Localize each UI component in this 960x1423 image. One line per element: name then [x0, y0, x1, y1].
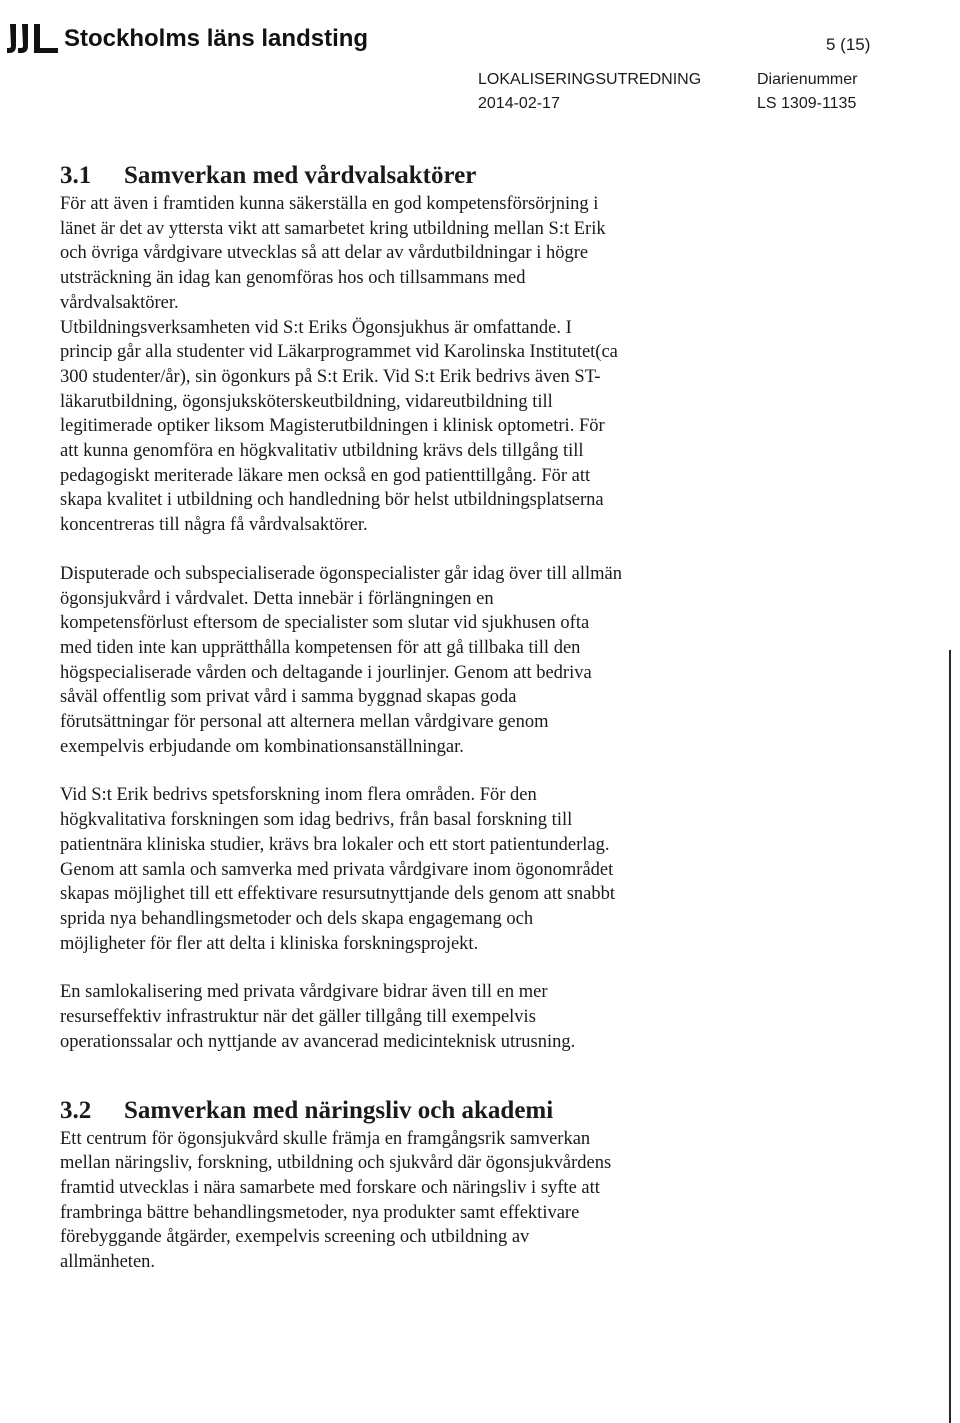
section-number: 3.1 [60, 162, 92, 189]
text-line: allmänheten. [60, 1252, 156, 1273]
text-line: skapa kvalitet i utbildning och handledning bör helst utbildningsplatserna [60, 490, 604, 511]
text-line: Vid S:t Erik bedrivs spetsforskning inom flera områden. För den [60, 785, 537, 806]
text-line: ögonsjukvård i vårdvalet. Detta innebär i förlängningen en [60, 588, 494, 609]
section-heading [60, 1095, 780, 1127]
text-line: resurseffektiv infrastruktur när det gäller tillgång till exempelvis [60, 1007, 536, 1028]
org-name: Stockholms läns landsting [64, 25, 369, 52]
page-number: 5 (15) [826, 35, 871, 54]
doc-type: LOKALISERINGSUTREDNING [478, 71, 702, 88]
section-number: 3.2 [60, 1096, 92, 1124]
text-line: länet är det av yttersta vikt att samarbetet kring utbildning mellan S:t Erik [60, 218, 606, 239]
text-line: För att även i framtiden kunna säkerställa en god kompetensförsörjning i [60, 194, 599, 214]
text-line: med tiden inte kan upprätthålla kompetensen för att gå tillbaka till den [60, 637, 581, 658]
text-line: Disputerade och subspecialiserade ögonspecialister går idag över till allmän [60, 563, 623, 584]
document-body [60, 160, 780, 1275]
text-line: operationssalar och nyttjande av avancerad medicinteknisk utrusning. [60, 1031, 576, 1052]
paragraph [60, 562, 780, 760]
text-line: såväl offentlig som privat vård i samma byggnad skapas goda [60, 687, 517, 708]
diary-label: Diarienummer [757, 71, 858, 88]
paragraph [60, 783, 780, 956]
text-line: vårdvalsaktörer. [60, 292, 179, 313]
paragraph [60, 192, 780, 538]
text-line: princip går alla studenter vid Läkarprogrammet vid Karolinska Institutet(ca [60, 342, 618, 363]
text-line: pedagogiskt meriterade läkare men också en god patienttillgång. För att [60, 465, 591, 486]
text-line: och övriga vårdgivare utvecklas så att delar av vårdutbildningar i högre [60, 243, 589, 264]
text-line: koncentreras till några få vårdvalsaktörer. [60, 515, 368, 536]
text-line: förebyggande åtgärder, exempelvis screening och utbildning av [60, 1227, 530, 1248]
text-line: förutsättningar för personal att alternera mellan vårdgivare genom [60, 712, 549, 733]
text-line: möjligheter för fler att delta i kliniska forskningsprojekt. [60, 933, 479, 954]
doc-meta-right [757, 68, 857, 116]
doc-date: 2014-02-17 [478, 95, 560, 112]
text-line: att kunna genomföra en högkvalitativ utbildning krävs dels tillgång till [60, 441, 584, 462]
text-line: mellan näringsliv, forskning, utbildning och sjukvård där ögonsjukvårdens [60, 1153, 612, 1174]
doc-meta-left [478, 68, 701, 116]
section-title: Samverkan med vårdvalsaktörer [124, 162, 477, 189]
text-line: utsträckning än idag kan genomföras hos och tillsammans med [60, 268, 526, 289]
text-line: exempelvis erbjudande om kombinationsanställningar. [60, 736, 464, 757]
text-line: kompetensförlust eftersom de specialister som slutar vid sjukhusen ofta [60, 613, 590, 634]
text-line: patientnära kliniska studier, krävs bra lokaler och ett stort patientunderlag. [60, 834, 610, 855]
sll-logo-icon [6, 22, 60, 56]
scan-edge-line [949, 650, 951, 1423]
text-line: 300 studenter/år), sin ögonkurs på S:t Erik. Vid S:t Erik bedrivs även ST- [60, 366, 601, 387]
paragraph [60, 980, 780, 1054]
text-line: frambringa bättre behandlingsmetoder, nya produkter samt effektivare [60, 1202, 580, 1223]
diary-number: LS 1309-1135 [757, 95, 857, 112]
text-line: skapas möjlighet till ett effektivare resursutnyttjande dels genom att snabbt [60, 884, 616, 905]
text-line: legitimerade optiker liksom Magisterutbildningen i klinisk optometri. För [60, 416, 605, 437]
text-line: Ett centrum för ögonsjukvård skulle främja en framgångsrik samverkan [60, 1128, 591, 1149]
text-line: Utbildningsverksamheten vid S:t Eriks Ögonsjukhus är omfattande. I [60, 317, 572, 338]
text-line: En samlokalisering med privata vårdgivare bidrar även till en mer [60, 982, 548, 1003]
section-title: Samverkan med näringsliv och akademi [124, 1096, 554, 1124]
paragraph [60, 1127, 780, 1275]
text-line: läkarutbildning, ögonsjuksköterskeutbildning, vidareutbildning till [60, 391, 553, 412]
text-line: högkvalitativa forskningen som idag bedrivs, från basal forskning till [60, 810, 573, 831]
text-line: högspecialiserade vården och deltagande i jourlinjer. Genom att bedriva [60, 662, 592, 683]
section-heading [60, 160, 780, 192]
text-line: framtid utvecklas i nära samarbete med forskare och näringsliv i syfte att [60, 1177, 600, 1198]
text-line: sprida nya behandlingsmetoder och dels skapa engagemang och [60, 908, 534, 929]
text-line: Genom att samla och samverka med privata vårdgivare inom ögonområdet [60, 859, 614, 880]
